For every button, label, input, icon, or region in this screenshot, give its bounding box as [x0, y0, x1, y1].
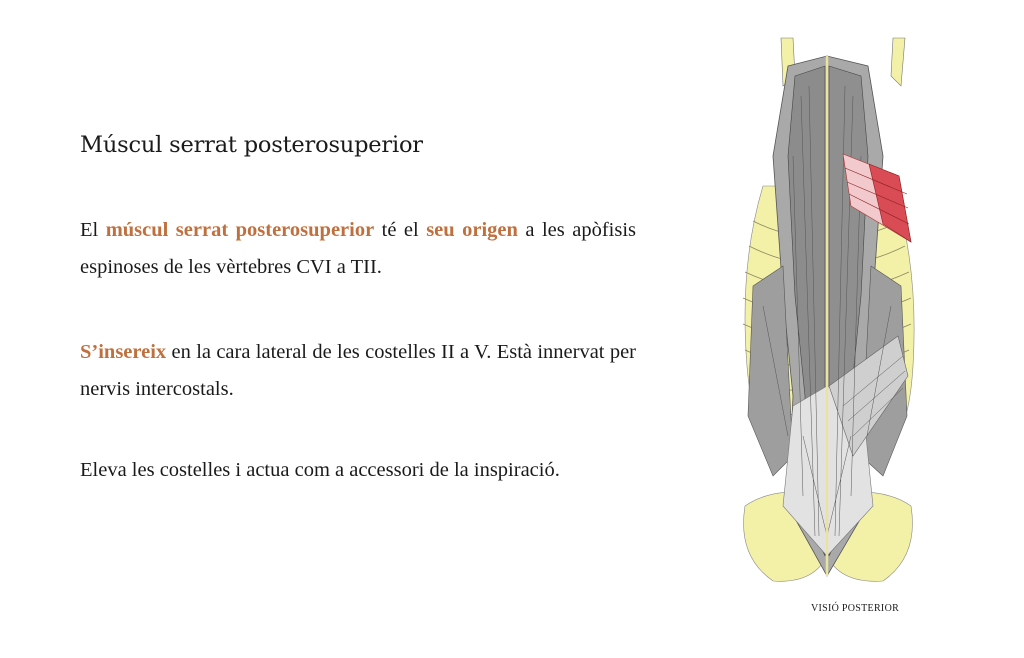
- highlight-muscle-name: múscul serrat posterosuperior: [105, 219, 375, 241]
- paragraph-insertion: [80, 334, 636, 408]
- text-run: El: [80, 219, 106, 241]
- highlight-insertion: S’insereix: [80, 341, 167, 363]
- text-run: té el: [374, 219, 427, 241]
- text-run: a les apòfisis espinoses de les vèrtebres CVI a TII.: [80, 219, 636, 278]
- figure-caption: VISIÓ POSTERIOR: [810, 603, 900, 614]
- text-run: Eleva les costelles i actua com a accessori de la inspiració.: [80, 459, 560, 481]
- highlight-origin: seu origen: [426, 219, 518, 241]
- text-run: en la cara lateral de les costelles II a V. Està innervat per nervis intercostals.: [80, 341, 636, 400]
- paragraph-function: [80, 452, 636, 489]
- paragraph-origin: [80, 212, 636, 286]
- page-title: Múscul serrat posterosuperior: [80, 132, 423, 158]
- anatomy-back-muscles-illustration: [733, 36, 919, 584]
